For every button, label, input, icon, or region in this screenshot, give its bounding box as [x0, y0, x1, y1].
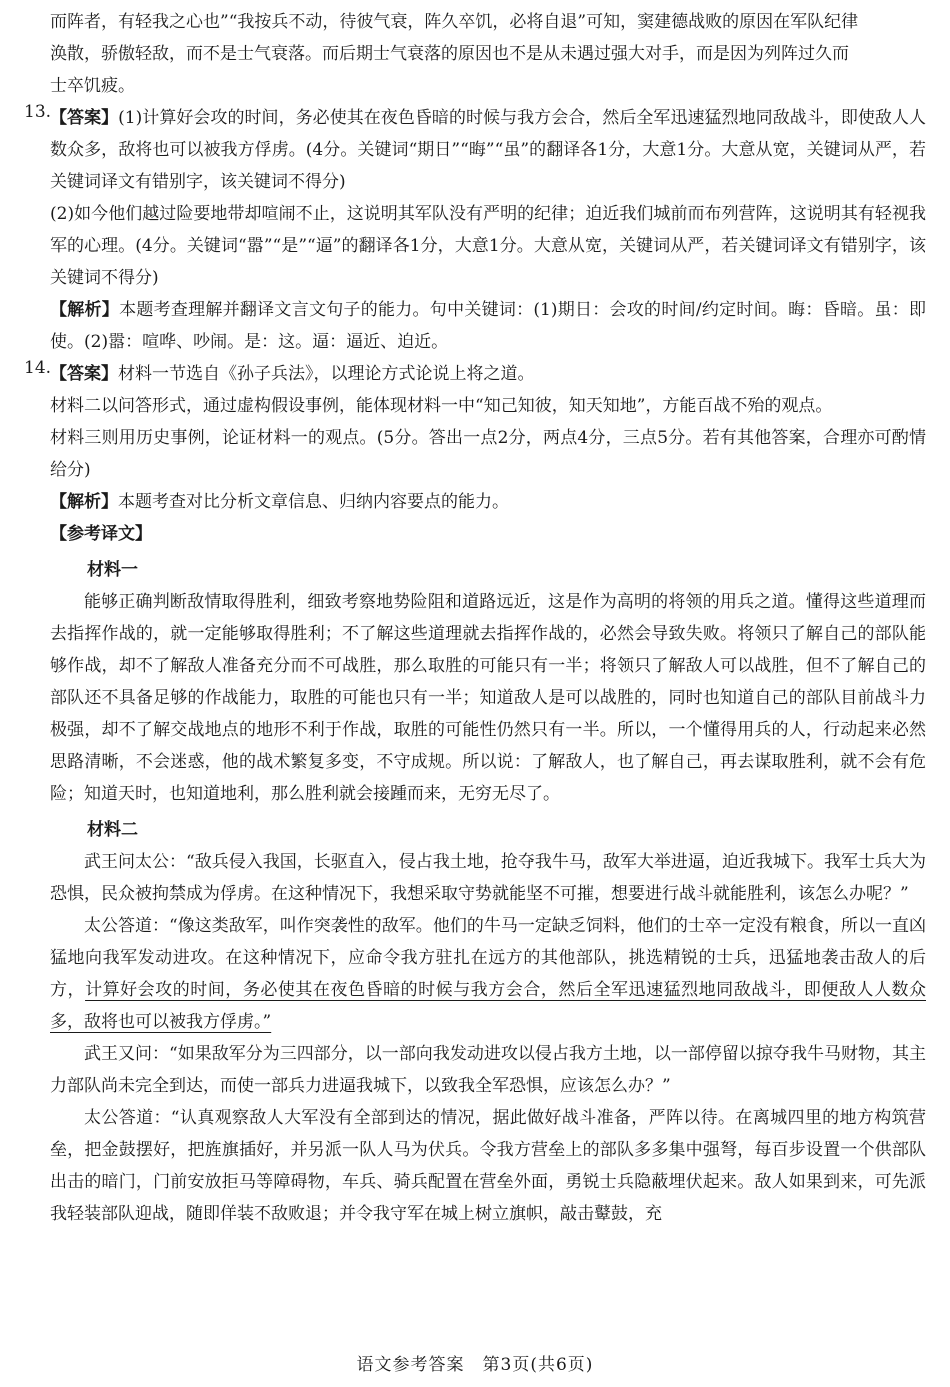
material-2-paragraph-4: 太公答道：“认真观察敌人大军没有全部到达的情况，据此做好战斗准备，严阵以待。在离城四里的地方构筑营垒，把金鼓摆好，把旌旗插好，并另派一队人马为伏兵。令我方营垒上的部队多多集中强弩，每百步设置一个供部队出击的暗门，门前安放拒马等障碍物，车兵、骑兵配置在营垒外面，勇锐士兵隐蔽埋伏起来。敌人如果到来，可先派我轻装部队迎战，随即佯装不敌败退；并令我守军在城上树立旗帜，敲击鼙鼓，充 [50, 1108, 926, 1224]
q13-answer-2: (2)如今他们越过险要地带却喧闹不止，这说明其军队没有严明的纪律；迫近我们城前而布列营阵，这说明其有轻视我军的心理。(4分。关键词“嚣”“是”“逼”的翻译各1分，大意1分。大意从宽，关键词从严，若关键词译文有错别字，该关键词不得分) [50, 204, 926, 288]
translation-tag: 【参考译文】 [50, 524, 152, 544]
question-14 [24, 358, 926, 550]
answer-text: (1)计算好会攻的时间，务必使其在夜色昏暗的时候与我方会合，然后全军迅速猛烈地同敌战斗，即使敌人人数众多，敌将也可以被我方俘虏。(4分。关键词“期日”“晦”“虽”的翻译各1分，大意1分。大意从宽，关键词从严，若关键词译文有错别字，该关键词不得分) [50, 108, 926, 192]
answer-tag: 【答案】 [50, 364, 118, 384]
material-2-paragraph-3: 武王又问：“如果敌军分为三四部分，以一部向我发动进攻以侵占我方土地，以一部停留以掠夺我牛马财物，其主力部队尚未完全到达，而使一部兵力进逼我城下，以致我全军恐惧，应该怎么办？” [50, 1044, 926, 1096]
q14-analysis [50, 486, 926, 518]
continued-analysis-line-2: 涣散，骄傲轻敌，而不是士气衰落。而后期士气衰落的原因也不是从未遇过强大对手，而是因为列阵过久而 [50, 44, 849, 64]
page-footer: 语文参考答案 第3页(共6页) [356, 1355, 594, 1375]
q14-answer-1 [50, 358, 926, 390]
answer-text: 材料一节选自《孙子兵法》，以理论方式论说上将之道。 [118, 364, 535, 384]
continued-analysis-line-3: 士卒饥疲。 [50, 76, 135, 96]
question-number: 14. [24, 358, 52, 378]
answer-tag: 【答案】 [50, 108, 119, 128]
analysis-tag: 【解析】 [50, 492, 118, 512]
material-2-paragraph-1: 武王问太公：“敌兵侵入我国，长驱直入，侵占我土地，抢夺我牛马，敌军大举进逼，迫近我城下。我军士兵大为恐惧，民众被拘禁成为俘虏。在这种情况下，我想采取守势就能坚不可摧，想要进行战斗就能胜利，该怎么办呢？” [50, 852, 926, 904]
paragraph-text: 太公答道：“像这类敌军，叫作突袭性的敌军。他们的牛马一定缺乏饲料，他们的士卒一定没有粮食，所以一直凶猛地向我军发动进攻。在这种情况下，应命令我方驻扎在远方的其他部队，挑选精锐的士兵，迅猛地袭击敌人的后方， [50, 916, 926, 1000]
material-1-text: 能够正确判断敌情取得胜利，细致考察地势险阻和道路远近，这是作为高明的将领的用兵之道。懂得这些道理而去指挥作战的，就一定能够取得胜利；不了解这些道理就去指挥作战的，必然会导致失败。将领只了解自己的部队能够作战，却不了解敌人准备充分而不可战胜，那么取胜的可能只有一半；将领只了解敌人可以战胜，但不了解自己的部队还不具备足够的作战能力，取胜的可能也只有一半；知道敌人是可以战胜的，同时也知道自己的部队目前战斗力极强，却不了解交战地点的地形不利于作战，取胜的可能性仍然只有一半。所以，一个懂得用兵的人，行动起来必然思路清晰，不会迷惑，他的战术繁复多变，不守成规。所以说：了解敌人，也了解自己，再去谋取胜利，就不会有危险；知道天时，也知道地利，那么胜利就会接踵而来，无穷无尽了。 [50, 592, 926, 804]
material-2-title: 材料二 [87, 820, 138, 840]
translation-heading [50, 518, 926, 550]
q14-answer-2: 材料二以问答形式，通过虚构假设事例，能体现材料一中“知己知彼，知天知地”，方能百战不殆的观点。 [50, 396, 833, 416]
material-1-title: 材料一 [87, 560, 138, 580]
question-number: 13. [24, 102, 52, 122]
analysis-text: 本题考查理解并翻译文言文句子的能力。句中关键词：(1)期日：会攻的时间/约定时间。晦：昏暗。虽：即使。(2)嚣：喧哗、吵闹。是：这。逼：逼近、迫近。 [50, 300, 927, 352]
analysis-text: 本题考查对比分析文章信息、归纳内容要点的能力。 [118, 492, 509, 512]
q13-answer-1 [50, 102, 926, 198]
underlined-sentence: 计算好会攻的时间，务必使其在夜色昏暗的时候与我方会合，然后全军迅速猛烈地同敌战斗，即便敌人人数众多，敌将也可以被我方俘虏。 [50, 980, 926, 1032]
analysis-tag: 【解析】 [50, 300, 120, 320]
continued-analysis-line-1: 而阵者，有轻我之心也”“我按兵不动，待彼气衰，阵久卒饥，必将自退”可知，窦建德战败的原因在军队纪律 [50, 12, 859, 32]
q13-analysis [50, 294, 926, 358]
closing-quote: ” [262, 1012, 272, 1032]
question-13 [24, 102, 926, 358]
material-2-paragraph-2 [24, 910, 926, 1038]
q14-answer-3: 材料三则用历史事例，论证材料一的观点。(5分。答出一点2分，两点4分，三点5分。若有其他答案，合理亦可酌情给分) [50, 428, 926, 480]
